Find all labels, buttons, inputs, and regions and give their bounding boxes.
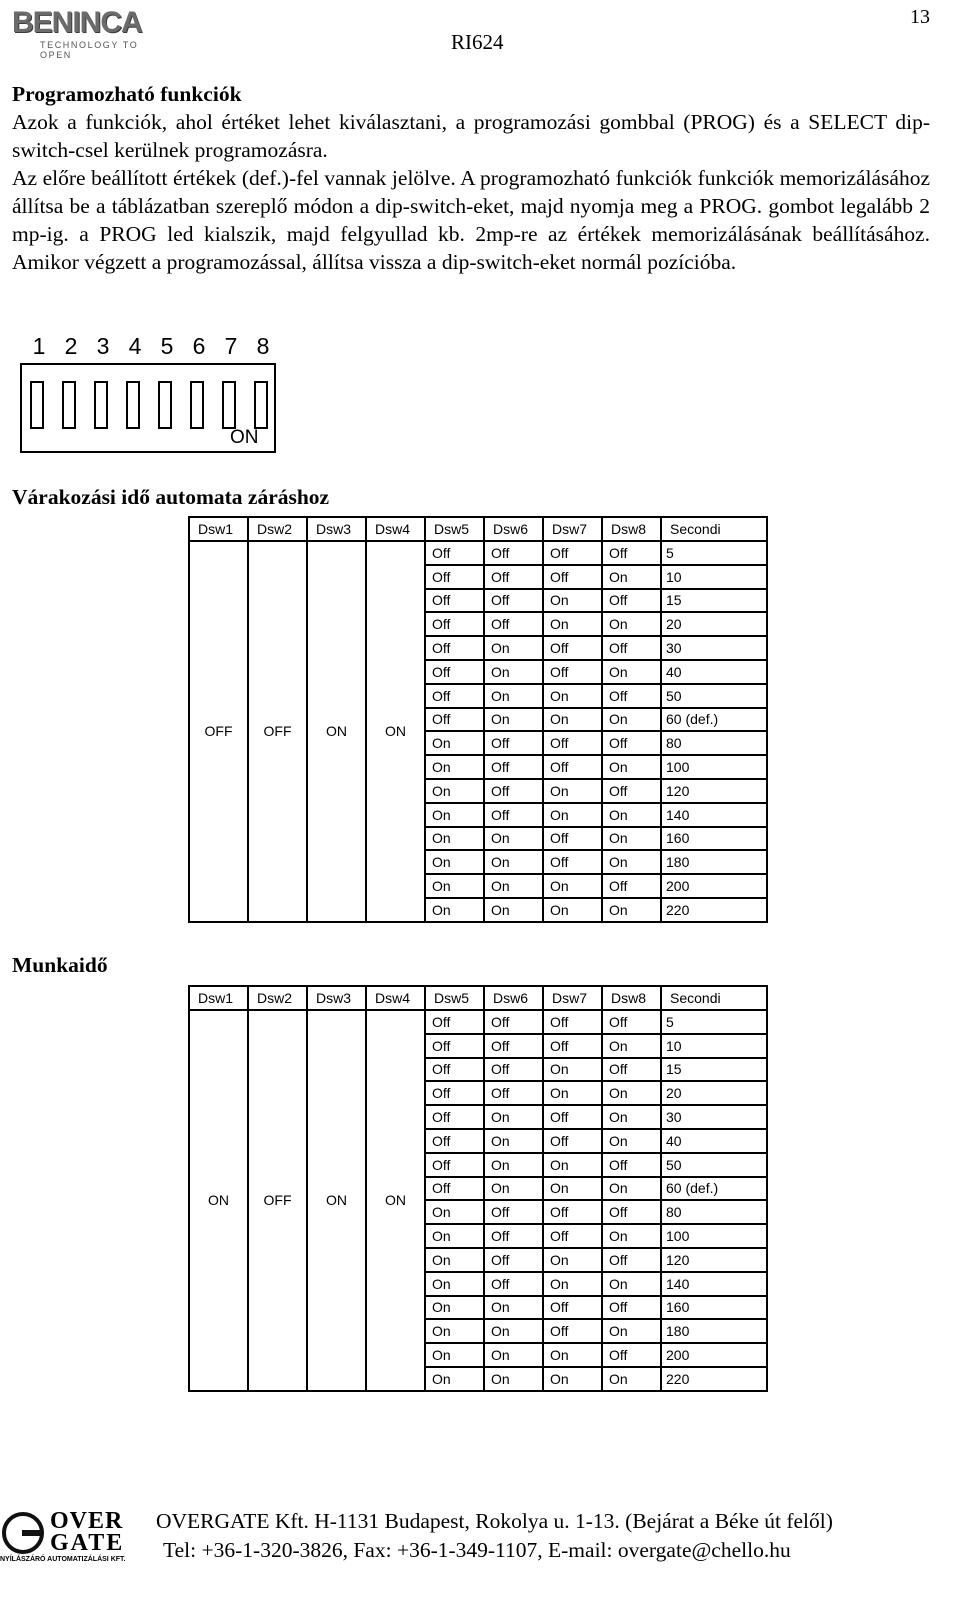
switch-cell: On [425,850,484,874]
dip-switch-lever [158,381,172,429]
switch-cell: Off [543,1224,602,1248]
dip-on-label: ON [230,427,259,448]
column-header: Dsw5 [425,986,484,1010]
switch-cell: Off [543,755,602,779]
switch-cell: On [484,684,543,708]
switch-cell: Off [484,589,543,613]
dip-switch-lever [62,381,76,429]
logo-subtitle: NYÍLÁSZÁRÓ AUTOMATIZÁLÁSI KFT. [0,1556,126,1563]
column-header: Dsw8 [602,517,661,541]
switch-cell: Off [543,636,602,660]
switch-cell: Off [425,1034,484,1058]
dip-number-label: 5 [160,333,174,359]
column-header: Dsw4 [366,517,425,541]
switch-cell: Off [602,874,661,898]
logo-brand-text: BENINCA [12,6,142,39]
switch-cell: On [425,1224,484,1248]
logo-over-text: OVER [50,1508,124,1534]
switch-cell: On [602,755,661,779]
seconds-cell: 140 [661,1272,767,1296]
switch-cell: Off [484,803,543,827]
switch-cell: On [602,1034,661,1058]
switch-cell: On [484,827,543,851]
switch-cell: On [425,1272,484,1296]
switch-cell: On [543,1343,602,1367]
switch-cell: Off [484,565,543,589]
switch-cell: On [484,898,543,922]
switch-cell: On [602,612,661,636]
switch-cell: Off [425,1058,484,1082]
switch-cell: On [484,660,543,684]
switch-cell: On [543,874,602,898]
table-header-row [189,517,767,541]
switch-cell: Off [484,1224,543,1248]
switch-cell: On [484,1296,543,1320]
seconds-cell: 100 [661,1224,767,1248]
table-2-title: Munkaidő [12,953,108,977]
switch-cell: On [484,636,543,660]
dip-switch-lever [30,381,44,429]
dip-number-label: 8 [256,333,270,359]
seconds-cell: 160 [661,827,767,851]
switch-cell: On [425,898,484,922]
switch-cell: Off [543,731,602,755]
switch-cell: Off [425,589,484,613]
column-header: Secondi [661,517,767,541]
section-heading: Programozható funkciók [12,82,242,106]
seconds-cell: 120 [661,779,767,803]
switch-cell: On [602,1319,661,1343]
switch-cell: On [425,779,484,803]
switch-cell: On [543,708,602,732]
seconds-cell: 40 [661,660,767,684]
switch-cell: Off [602,1010,661,1034]
switch-cell: Off [602,684,661,708]
switch-cell: On [602,1105,661,1129]
logo-tagline: TECHNOLOGY TO OPEN [40,40,139,60]
column-header: Dsw1 [189,986,248,1010]
seconds-cell: 30 [661,636,767,660]
switch-cell: Off [425,565,484,589]
switch-cell: On [484,1153,543,1177]
switch-cell: On [425,1319,484,1343]
page-number: 13 [910,6,930,28]
switch-cell: On [602,1367,661,1391]
switch-cell: On [602,827,661,851]
switch-cell: On [484,874,543,898]
switch-cell: On [602,898,661,922]
column-header: Dsw7 [543,517,602,541]
switch-cell: Off [602,1200,661,1224]
footer-address: OVERGATE Kft. H-1131 Budapest, Rokolya u. 1-13. (Bejárat a Béke út felől) [156,1509,833,1533]
seconds-cell: 200 [661,874,767,898]
dip-switch-lever [126,381,140,429]
switch-cell: Off [425,1153,484,1177]
overgate-g-icon [2,1512,44,1554]
dip-number-label: 6 [192,333,206,359]
logo-gate-text: GATE [50,1530,125,1556]
overgate-logo [0,1510,134,1566]
fixed-switch-value: ON [189,1010,248,1391]
dip-number-label: 7 [224,333,238,359]
switch-cell: Off [543,1034,602,1058]
switch-cell: On [602,1129,661,1153]
switch-cell: On [484,708,543,732]
dip-switch-lever [254,381,268,429]
seconds-cell: 10 [661,1034,767,1058]
switch-cell: On [484,1177,543,1201]
seconds-cell: 60 (def.) [661,708,767,732]
fixed-switch-value: OFF [248,541,307,922]
switch-cell: On [543,803,602,827]
column-header: Secondi [661,986,767,1010]
document-code: RI624 [451,30,504,54]
seconds-cell: 220 [661,898,767,922]
seconds-cell: 120 [661,1248,767,1272]
switch-cell: Off [543,1296,602,1320]
switch-cell: On [543,589,602,613]
switch-cell: Off [484,779,543,803]
switch-cell: Off [484,1010,543,1034]
switch-cell: On [602,565,661,589]
beninca-logo [12,6,164,60]
switch-cell: On [543,1272,602,1296]
working-time-table [188,985,768,1392]
seconds-cell: 20 [661,612,767,636]
switch-cell: Off [602,1153,661,1177]
seconds-cell: 80 [661,731,767,755]
switch-cell: Off [425,660,484,684]
switch-cell: Off [543,1319,602,1343]
table-row [189,541,767,565]
seconds-cell: 140 [661,803,767,827]
column-header: Dsw3 [307,986,366,1010]
dip-switch-diagram [20,333,276,453]
switch-cell: Off [602,636,661,660]
seconds-cell: 200 [661,1343,767,1367]
table-1-title: Várakozási idő automata záráshoz [12,485,330,509]
seconds-cell: 180 [661,850,767,874]
seconds-cell: 220 [661,1367,767,1391]
switch-cell: On [543,684,602,708]
seconds-cell: 30 [661,1105,767,1129]
switch-cell: Off [543,1200,602,1224]
switch-cell: Off [602,1248,661,1272]
switch-cell: On [484,1343,543,1367]
column-header: Dsw3 [307,517,366,541]
switch-cell: Off [602,1058,661,1082]
switch-cell: Off [484,1081,543,1105]
switch-cell: On [425,1343,484,1367]
dip-number-label: 1 [32,333,46,359]
fixed-switch-value: OFF [189,541,248,922]
switch-cell: Off [484,1248,543,1272]
switch-cell: On [543,1248,602,1272]
dip-switch-body [20,363,276,453]
column-header: Dsw7 [543,986,602,1010]
switch-cell: Off [602,731,661,755]
table-header-row [189,986,767,1010]
switch-cell: On [543,612,602,636]
dip-number-label: 3 [96,333,110,359]
fixed-switch-value: OFF [248,1010,307,1391]
seconds-cell: 180 [661,1319,767,1343]
switch-cell: On [602,660,661,684]
switch-cell: On [602,803,661,827]
switch-cell: Off [484,541,543,565]
switch-cell: Off [602,1343,661,1367]
column-header: Dsw2 [248,517,307,541]
switch-cell: Off [425,708,484,732]
switch-cell: Off [602,541,661,565]
seconds-cell: 40 [661,1129,767,1153]
fixed-switch-value: ON [366,1010,425,1391]
waiting-time-table [188,516,768,923]
fixed-switch-value: ON [307,541,366,922]
seconds-cell: 5 [661,1010,767,1034]
column-header: Dsw4 [366,986,425,1010]
seconds-cell: 80 [661,1200,767,1224]
switch-cell: Off [425,612,484,636]
switch-cell: On [543,898,602,922]
dip-switch-lever [190,381,204,429]
switch-cell: On [425,827,484,851]
switch-cell: Off [425,636,484,660]
switch-cell: Off [425,684,484,708]
switch-cell: On [484,1129,543,1153]
switch-cell: On [543,1081,602,1105]
switch-cell: Off [425,541,484,565]
dip-switch-lever [94,381,108,429]
seconds-cell: 60 (def.) [661,1177,767,1201]
fixed-switch-value: ON [366,541,425,922]
switch-cell: Off [484,1272,543,1296]
column-header: Dsw1 [189,517,248,541]
switch-cell: On [425,803,484,827]
seconds-cell: 50 [661,1153,767,1177]
switch-cell: On [602,850,661,874]
switch-cell: Off [543,1129,602,1153]
seconds-cell: 50 [661,684,767,708]
switch-cell: Off [543,850,602,874]
switch-cell: Off [543,541,602,565]
switch-cell: Off [543,565,602,589]
switch-cell: On [425,755,484,779]
switch-cell: On [425,731,484,755]
switch-cell: Off [543,827,602,851]
switch-cell: Off [543,1010,602,1034]
dip-switch-lever [222,381,236,429]
switch-cell: On [484,1105,543,1129]
switch-cell: On [484,850,543,874]
seconds-cell: 160 [661,1296,767,1320]
seconds-cell: 20 [661,1081,767,1105]
column-header: Dsw2 [248,986,307,1010]
switch-cell: Off [425,1177,484,1201]
switch-cell: On [602,708,661,732]
switch-cell: Off [484,1058,543,1082]
switch-cell: On [425,1200,484,1224]
switch-cell: Off [425,1129,484,1153]
seconds-cell: 5 [661,541,767,565]
switch-cell: On [602,1081,661,1105]
table-row [189,1010,767,1034]
column-header: Dsw5 [425,517,484,541]
switch-cell: On [602,1177,661,1201]
seconds-cell: 15 [661,1058,767,1082]
intro-paragraph-2: Az előre beállított értékek (def.)-fel vannak jelölve. A programozható funkciók funkciók memorizálásához állítsa be a táblázatban szereplő módon a dip-switch-eket, majd nyomja meg a PROG. gombot legalább 2 mp-ig. a PROG led kialszik, majd felgyullad kb. 2mp-re az értékek memorizálásának beállításához. Amikor végzett a programozással, állítsa vissza a dip-switch-eket normál pozícióba. [12,166,930,274]
switch-cell: Off [484,612,543,636]
switch-cell: Off [484,731,543,755]
seconds-cell: 100 [661,755,767,779]
switch-cell: Off [602,1296,661,1320]
switch-cell: On [425,1296,484,1320]
switch-cell: On [543,1177,602,1201]
switch-cell: Off [602,779,661,803]
dip-number-label: 2 [64,333,78,359]
dip-number-label: 4 [128,333,142,359]
column-header: Dsw8 [602,986,661,1010]
switch-cell: On [602,1272,661,1296]
switch-cell: On [484,1367,543,1391]
switch-cell: On [602,1224,661,1248]
switch-cell: Off [425,1105,484,1129]
switch-cell: On [543,1153,602,1177]
switch-cell: Off [425,1081,484,1105]
switch-cell: Off [425,1010,484,1034]
switch-cell: Off [543,1105,602,1129]
switch-cell: On [425,1248,484,1272]
dip-switch-numbers [20,333,276,361]
column-header: Dsw6 [484,986,543,1010]
switch-cell: Off [484,1034,543,1058]
switch-cell: On [484,1319,543,1343]
seconds-cell: 15 [661,589,767,613]
switch-cell: On [543,779,602,803]
switch-cell: Off [543,660,602,684]
footer-contact: Tel: +36-1-320-3826, Fax: +36-1-349-1107, E-mail: overgate@chello.hu [163,1538,791,1562]
switch-cell: Off [484,1200,543,1224]
switch-cell: On [543,1058,602,1082]
column-header: Dsw6 [484,517,543,541]
intro-paragraph-1: Azok a funkciók, ahol értéket lehet kiválasztani, a programozási gombbal (PROG) és a SELECT dip-switch-csel kerülnek programozásra. [12,110,930,162]
switch-cell: On [543,1367,602,1391]
switch-cell: Off [602,589,661,613]
seconds-cell: 10 [661,565,767,589]
switch-cell: On [425,1367,484,1391]
switch-cell: Off [484,755,543,779]
switch-cell: On [425,874,484,898]
fixed-switch-value: ON [307,1010,366,1391]
intro-section [12,80,930,276]
